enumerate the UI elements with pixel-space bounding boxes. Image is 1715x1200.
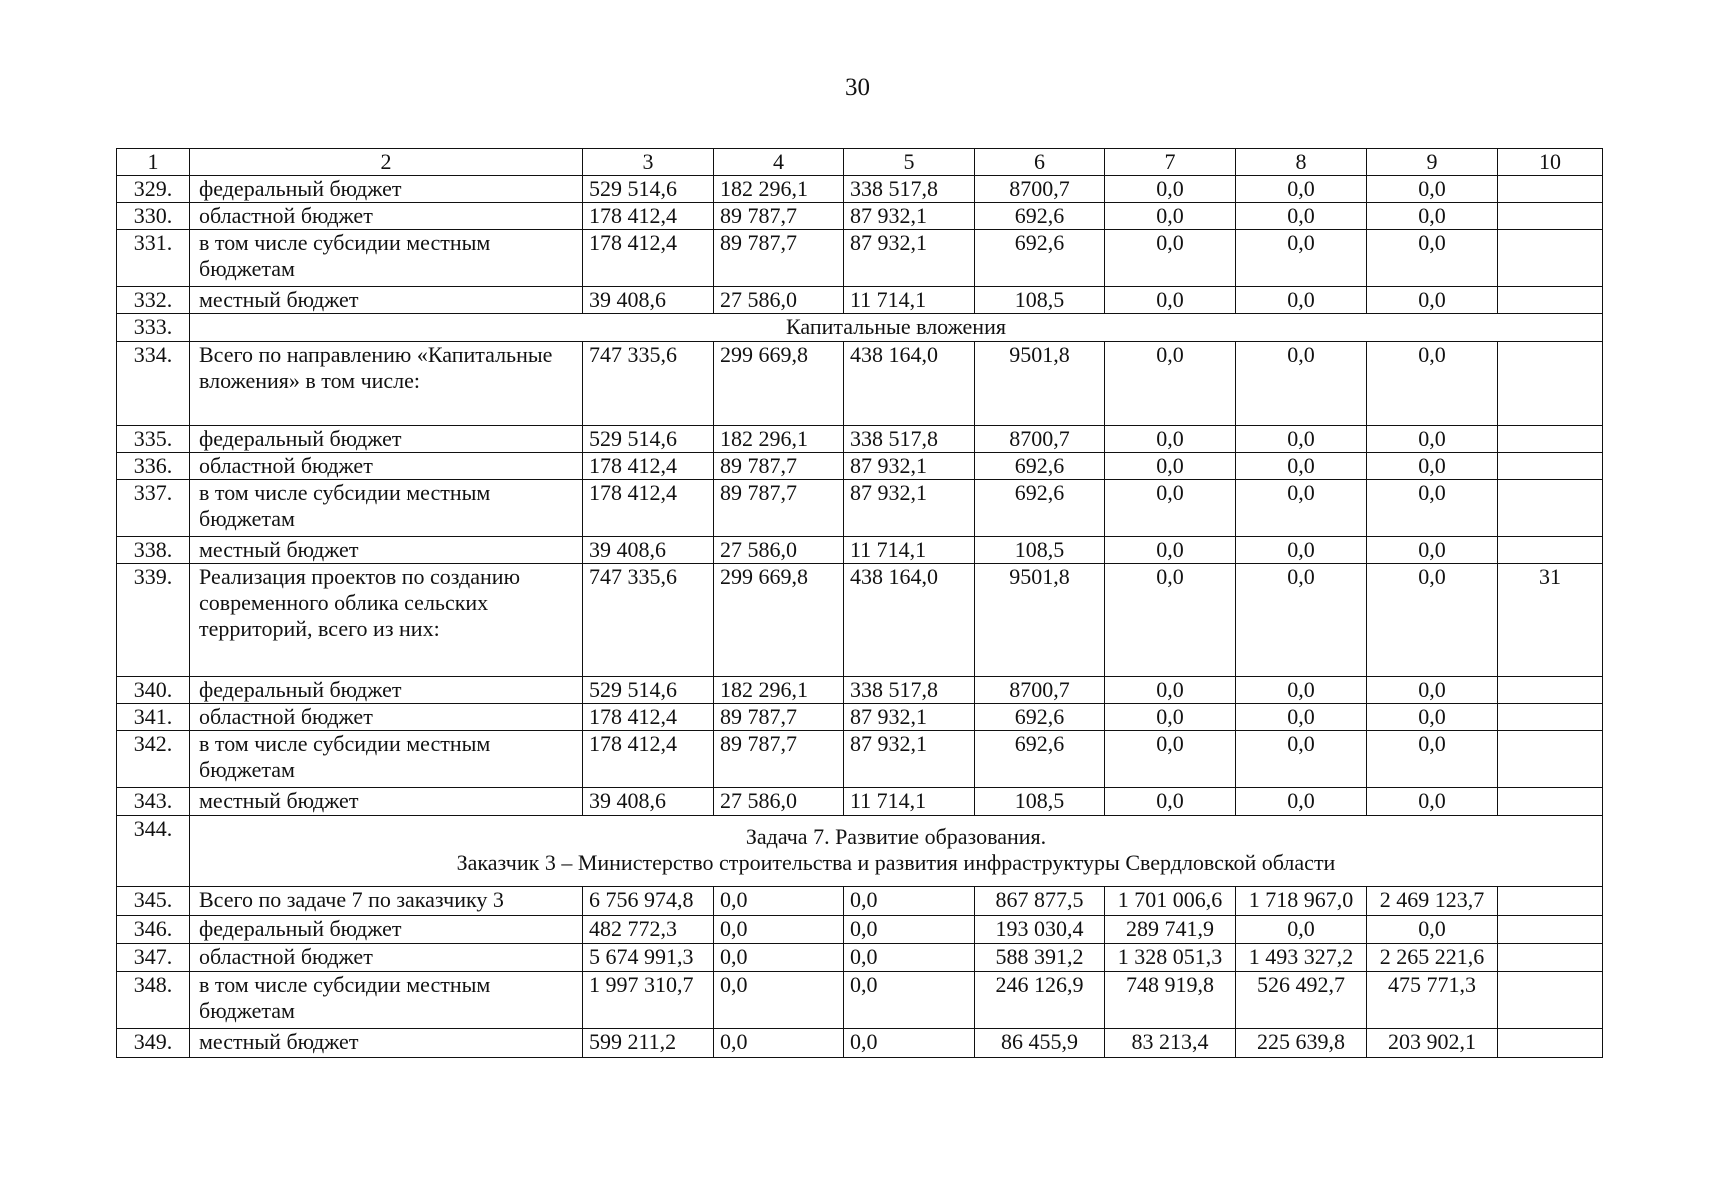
row-label: Всего по направлению «Капитальные вложения» в том числе:: [190, 342, 583, 426]
row-number: 348.: [117, 972, 190, 1029]
column-header: 3: [583, 149, 714, 176]
value-cell: [1498, 176, 1603, 203]
value-cell: 0,0: [1367, 453, 1498, 480]
table-row: [117, 887, 1603, 916]
column-header: 9: [1367, 149, 1498, 176]
value-cell: 692,6: [975, 704, 1105, 731]
value-cell: [1498, 537, 1603, 564]
value-cell: 0,0: [1367, 203, 1498, 230]
row-number: 342.: [117, 731, 190, 788]
value-cell: 0,0: [844, 887, 975, 916]
section-title: Капитальные вложения: [190, 314, 1603, 342]
row-number: 329.: [117, 176, 190, 203]
value-cell: 27 586,0: [714, 788, 844, 816]
row-label: Всего по задаче 7 по заказчику 3: [190, 887, 583, 916]
value-cell: 225 639,8: [1236, 1029, 1367, 1058]
value-cell: 87 932,1: [844, 480, 975, 537]
table-row: [117, 203, 1603, 230]
value-cell: 692,6: [975, 453, 1105, 480]
value-cell: 89 787,7: [714, 704, 844, 731]
table-row: [117, 916, 1603, 944]
value-cell: 0,0: [714, 1029, 844, 1058]
value-cell: 692,6: [975, 731, 1105, 788]
value-cell: 0,0: [844, 944, 975, 972]
row-number: 341.: [117, 704, 190, 731]
row-label: федеральный бюджет: [190, 916, 583, 944]
value-cell: 1 718 967,0: [1236, 887, 1367, 916]
value-cell: [1498, 453, 1603, 480]
value-cell: 0,0: [844, 972, 975, 1029]
value-cell: 0,0: [714, 887, 844, 916]
row-number: 345.: [117, 887, 190, 916]
value-cell: 108,5: [975, 788, 1105, 816]
value-cell: 0,0: [1105, 677, 1236, 704]
task-heading: [190, 816, 1603, 887]
value-cell: [1498, 944, 1603, 972]
row-number: 331.: [117, 230, 190, 287]
row-label: местный бюджет: [190, 788, 583, 816]
row-label: областной бюджет: [190, 704, 583, 731]
value-cell: 0,0: [714, 944, 844, 972]
value-cell: 182 296,1: [714, 426, 844, 453]
value-cell: 2 469 123,7: [1367, 887, 1498, 916]
row-label: областной бюджет: [190, 944, 583, 972]
value-cell: 0,0: [1367, 342, 1498, 426]
value-cell: [1498, 972, 1603, 1029]
value-cell: [1498, 480, 1603, 537]
value-cell: 438 164,0: [844, 564, 975, 677]
table-row: [117, 1029, 1603, 1058]
value-cell: [1498, 342, 1603, 426]
value-cell: 0,0: [1367, 426, 1498, 453]
value-cell: 108,5: [975, 287, 1105, 314]
row-label: федеральный бюджет: [190, 176, 583, 203]
value-cell: 747 335,6: [583, 342, 714, 426]
value-cell: 0,0: [1105, 426, 1236, 453]
value-cell: [1498, 230, 1603, 287]
value-cell: 0,0: [1236, 426, 1367, 453]
value-cell: 289 741,9: [1105, 916, 1236, 944]
value-cell: 0,0: [1367, 176, 1498, 203]
value-cell: 0,0: [1105, 788, 1236, 816]
value-cell: [1498, 677, 1603, 704]
value-cell: 178 412,4: [583, 453, 714, 480]
value-cell: 0,0: [1367, 788, 1498, 816]
budget-table: [116, 148, 1603, 1058]
value-cell: 178 412,4: [583, 704, 714, 731]
column-header: 4: [714, 149, 844, 176]
value-cell: 529 514,6: [583, 426, 714, 453]
value-cell: 87 932,1: [844, 230, 975, 287]
value-cell: 2 265 221,6: [1367, 944, 1498, 972]
value-cell: 182 296,1: [714, 176, 844, 203]
value-cell: 1 701 006,6: [1105, 887, 1236, 916]
value-cell: 0,0: [1236, 480, 1367, 537]
value-cell: 1 328 051,3: [1105, 944, 1236, 972]
row-number: 346.: [117, 916, 190, 944]
row-number: 333.: [117, 314, 190, 342]
value-cell: 0,0: [1105, 287, 1236, 314]
column-header: 7: [1105, 149, 1236, 176]
row-number: 338.: [117, 537, 190, 564]
value-cell: 588 391,2: [975, 944, 1105, 972]
value-cell: 9501,8: [975, 564, 1105, 677]
value-cell: 193 030,4: [975, 916, 1105, 944]
value-cell: 0,0: [1236, 731, 1367, 788]
table-row: [117, 972, 1603, 1029]
value-cell: [1498, 426, 1603, 453]
value-cell: 9501,8: [975, 342, 1105, 426]
row-number: 347.: [117, 944, 190, 972]
table-row: [117, 564, 1603, 677]
value-cell: [1498, 1029, 1603, 1058]
value-cell: 87 932,1: [844, 453, 975, 480]
row-number: 337.: [117, 480, 190, 537]
value-cell: 6 756 974,8: [583, 887, 714, 916]
value-cell: 86 455,9: [975, 1029, 1105, 1058]
value-cell: 11 714,1: [844, 788, 975, 816]
value-cell: 8700,7: [975, 176, 1105, 203]
row-label: в том числе субсидии местным бюджетам: [190, 972, 583, 1029]
value-cell: 0,0: [1236, 287, 1367, 314]
value-cell: [1498, 287, 1603, 314]
value-cell: [1498, 788, 1603, 816]
value-cell: 203 902,1: [1367, 1029, 1498, 1058]
value-cell: 87 932,1: [844, 731, 975, 788]
column-header: 2: [190, 149, 583, 176]
value-cell: 747 335,6: [583, 564, 714, 677]
value-cell: 438 164,0: [844, 342, 975, 426]
table-row: [117, 816, 1603, 887]
value-cell: 87 932,1: [844, 704, 975, 731]
value-cell: 0,0: [1105, 230, 1236, 287]
value-cell: 529 514,6: [583, 677, 714, 704]
value-cell: 1 493 327,2: [1236, 944, 1367, 972]
value-cell: 27 586,0: [714, 287, 844, 314]
row-label: федеральный бюджет: [190, 677, 583, 704]
table-row: [117, 342, 1603, 426]
value-cell: 39 408,6: [583, 788, 714, 816]
table-row: [117, 537, 1603, 564]
value-cell: 182 296,1: [714, 677, 844, 704]
value-cell: 0,0: [1367, 537, 1498, 564]
value-cell: 11 714,1: [844, 287, 975, 314]
row-label: в том числе субсидии местным бюджетам: [190, 230, 583, 287]
column-header: 6: [975, 149, 1105, 176]
row-number: 344.: [117, 816, 190, 887]
value-cell: 0,0: [1236, 537, 1367, 564]
row-number: 332.: [117, 287, 190, 314]
value-cell: 692,6: [975, 230, 1105, 287]
page-number: 30: [845, 74, 870, 101]
row-label: областной бюджет: [190, 453, 583, 480]
table-body: [117, 149, 1603, 1058]
value-cell: [1498, 916, 1603, 944]
value-cell: 87 932,1: [844, 203, 975, 230]
row-label: областной бюджет: [190, 203, 583, 230]
value-cell: 108,5: [975, 537, 1105, 564]
value-cell: 0,0: [1105, 704, 1236, 731]
value-cell: 83 213,4: [1105, 1029, 1236, 1058]
value-cell: 11 714,1: [844, 537, 975, 564]
column-header: 10: [1498, 149, 1603, 176]
table-row: [117, 677, 1603, 704]
value-cell: 526 492,7: [1236, 972, 1367, 1029]
table-row: [117, 314, 1603, 342]
value-cell: 0,0: [1236, 176, 1367, 203]
value-cell: 0,0: [1105, 480, 1236, 537]
value-cell: 0,0: [1367, 480, 1498, 537]
value-cell: 0,0: [1367, 564, 1498, 677]
value-cell: 338 517,8: [844, 176, 975, 203]
table-row: [117, 788, 1603, 816]
table-row: [117, 704, 1603, 731]
value-cell: 0,0: [1367, 731, 1498, 788]
value-cell: 89 787,7: [714, 203, 844, 230]
value-cell: 867 877,5: [975, 887, 1105, 916]
value-cell: 0,0: [1236, 704, 1367, 731]
value-cell: 0,0: [1236, 203, 1367, 230]
row-number: 335.: [117, 426, 190, 453]
row-number: 340.: [117, 677, 190, 704]
column-header: 8: [1236, 149, 1367, 176]
value-cell: 0,0: [1105, 203, 1236, 230]
task-title: Задача 7. Развитие образования.: [745, 824, 1047, 849]
value-cell: 0,0: [1367, 230, 1498, 287]
row-label: местный бюджет: [190, 537, 583, 564]
value-cell: 482 772,3: [583, 916, 714, 944]
value-cell: 0,0: [1367, 677, 1498, 704]
value-cell: 178 412,4: [583, 203, 714, 230]
value-cell: 529 514,6: [583, 176, 714, 203]
table-row: [117, 176, 1603, 203]
table-row: [117, 480, 1603, 537]
value-cell: 0,0: [1105, 453, 1236, 480]
value-cell: 338 517,8: [844, 677, 975, 704]
value-cell: [1498, 731, 1603, 788]
value-cell: 0,0: [1236, 788, 1367, 816]
value-cell: 89 787,7: [714, 453, 844, 480]
value-cell: 5 674 991,3: [583, 944, 714, 972]
row-number: 330.: [117, 203, 190, 230]
value-cell: 0,0: [1105, 176, 1236, 203]
value-cell: 0,0: [1367, 916, 1498, 944]
column-header: 5: [844, 149, 975, 176]
table-row: [117, 453, 1603, 480]
row-number: 343.: [117, 788, 190, 816]
value-cell: 0,0: [1236, 564, 1367, 677]
value-cell: 0,0: [714, 972, 844, 1029]
value-cell: 338 517,8: [844, 426, 975, 453]
row-number: 339.: [117, 564, 190, 677]
value-cell: 0,0: [1236, 916, 1367, 944]
table-row: [117, 230, 1603, 287]
value-cell: 31: [1498, 564, 1603, 677]
value-cell: 0,0: [844, 1029, 975, 1058]
value-cell: 0,0: [1105, 731, 1236, 788]
value-cell: 0,0: [1236, 230, 1367, 287]
value-cell: 178 412,4: [583, 480, 714, 537]
value-cell: 246 126,9: [975, 972, 1105, 1029]
value-cell: 0,0: [1367, 704, 1498, 731]
value-cell: 692,6: [975, 203, 1105, 230]
value-cell: 89 787,7: [714, 480, 844, 537]
value-cell: 39 408,6: [583, 537, 714, 564]
column-header: 1: [117, 149, 190, 176]
row-number: 349.: [117, 1029, 190, 1058]
task-customer: Заказчик 3 – Министерство строительства и развития инфраструктуры Свердловской области: [456, 850, 1336, 875]
table-row: [117, 731, 1603, 788]
value-cell: 1 997 310,7: [583, 972, 714, 1029]
value-cell: 8700,7: [975, 426, 1105, 453]
value-cell: [1498, 887, 1603, 916]
row-number: 336.: [117, 453, 190, 480]
value-cell: 0,0: [1105, 342, 1236, 426]
value-cell: 89 787,7: [714, 731, 844, 788]
value-cell: 475 771,3: [1367, 972, 1498, 1029]
value-cell: 8700,7: [975, 677, 1105, 704]
value-cell: 0,0: [844, 916, 975, 944]
value-cell: 748 919,8: [1105, 972, 1236, 1029]
value-cell: 599 211,2: [583, 1029, 714, 1058]
row-number: 334.: [117, 342, 190, 426]
table-row: [117, 944, 1603, 972]
row-label: местный бюджет: [190, 1029, 583, 1058]
row-label: в том числе субсидии местным бюджетам: [190, 731, 583, 788]
value-cell: 0,0: [714, 916, 844, 944]
value-cell: 299 669,8: [714, 564, 844, 677]
value-cell: 27 586,0: [714, 537, 844, 564]
row-label: в том числе субсидии местным бюджетам: [190, 480, 583, 537]
value-cell: 178 412,4: [583, 731, 714, 788]
value-cell: [1498, 203, 1603, 230]
table-row: [117, 287, 1603, 314]
value-cell: 39 408,6: [583, 287, 714, 314]
row-label: Реализация проектов по созданию современного облика сельских территорий, всего из них:: [190, 564, 583, 677]
value-cell: 0,0: [1236, 677, 1367, 704]
value-cell: 0,0: [1236, 342, 1367, 426]
table-row: [117, 426, 1603, 453]
row-label: федеральный бюджет: [190, 426, 583, 453]
value-cell: 0,0: [1105, 564, 1236, 677]
row-label: местный бюджет: [190, 287, 583, 314]
value-cell: 0,0: [1236, 453, 1367, 480]
value-cell: 0,0: [1367, 287, 1498, 314]
value-cell: 178 412,4: [583, 230, 714, 287]
value-cell: [1498, 704, 1603, 731]
value-cell: 299 669,8: [714, 342, 844, 426]
header-row: [117, 149, 1603, 176]
value-cell: 0,0: [1105, 537, 1236, 564]
value-cell: 692,6: [975, 480, 1105, 537]
value-cell: 89 787,7: [714, 230, 844, 287]
